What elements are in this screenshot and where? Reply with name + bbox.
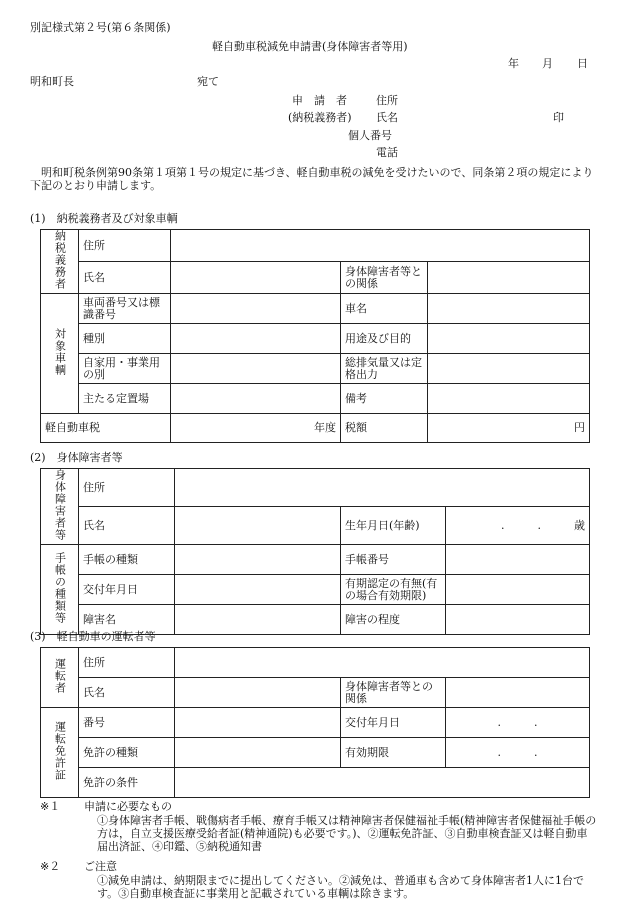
person-group-label: 身体障害者等 [41,469,79,545]
note1-mark: ※１ [40,800,61,813]
person-address-field[interactable] [175,469,590,507]
date-year: 年 [508,57,519,70]
birthdate-field[interactable]: . . 歳 [446,507,590,545]
addressee: 明和町長 [30,75,74,88]
vehicle-name-field[interactable] [428,294,590,324]
expiry-field[interactable]: . . [446,738,590,768]
intro-paragraph: 明和町税条例第90条第１項第１号の規定に基づき、軽自動車税の減免を受けたいので、同条第２項の規定により下記のとおり申請します。 [30,166,594,192]
driver-name-field[interactable] [175,678,341,708]
addressee-suffix: 宛て [197,75,219,88]
vehicle-purpose-label: 用途及び目的 [341,324,428,354]
form-number: 別記様式第２号(第６条関係) [30,21,171,34]
note2-title: ご注意 [84,860,117,873]
note1-title: 申請に必要なもの [84,800,172,813]
driver-name-label: 氏名 [79,678,175,708]
disabled-person-table [40,468,590,635]
vehicle-type-field[interactable] [171,324,341,354]
seal-mark: 印 [553,111,564,124]
light-tax-label: 軽自動車税 [41,414,171,443]
taxpayer-group-label: 納税義務者 [41,230,79,294]
private-business-field[interactable] [171,354,341,384]
validity-field[interactable] [446,575,590,605]
taxpayer-address-label: 住所 [79,230,171,262]
handbook-number-label: 手帳番号 [341,545,446,575]
handbook-group-label: 手帳の種類等 [41,545,79,635]
displacement-label: 総排気量又は定格出力 [341,354,428,384]
vehicle-type-label: 種別 [79,324,171,354]
license-group-label: 運転免許証 [41,708,79,798]
phone-label: 電話 [376,146,398,159]
taxpayer-name-label: 氏名 [79,262,171,294]
vehicle-purpose-field[interactable] [428,324,590,354]
license-issue-date-label: 交付年月日 [341,708,446,738]
license-number-field[interactable] [175,708,341,738]
taxpayer-name-field[interactable] [171,262,341,294]
driver-address-label: 住所 [79,648,175,678]
applicant-name-label: 氏名 [376,111,398,124]
personal-number-label: 個人番号 [348,129,392,142]
applicant-address-label: 住所 [376,94,398,107]
license-conditions-field[interactable] [175,768,590,798]
date-day: 日 [577,57,588,70]
section3-heading: (3) 軽自動車の運転者等 [30,630,156,643]
disability-name-field[interactable] [175,605,341,635]
license-issue-date-field[interactable]: . . [446,708,590,738]
note1-body: ①身体障害者手帳、戦傷病者手帳、療育手帳又は精神障害者保健福祉手帳(精神障害者保健福祉手帳の方は，自立支援医療受給者証(精神通院)も必要です。)、②運転免許証、③自動車検査証又は軽自動車届出済証、④印鑑、⑤納税通知書 [97,814,597,853]
form-title: 軽自動車税減免申請書(身体障害者等用) [212,40,408,53]
validity-label: 有期認定の有無(有の場合有効期限) [341,575,446,605]
taxpayer-vehicle-table [40,229,590,443]
private-business-label: 自家用・事業用の別 [79,354,171,384]
license-type-label: 免許の種類 [79,738,175,768]
driver-relation-field[interactable] [446,678,590,708]
driver-table [40,647,590,798]
location-field[interactable] [171,384,341,414]
handbook-type-field[interactable] [175,545,341,575]
vehicle-group-label: 対象車輌 [41,294,79,414]
note2-body: ①減免申請は、納期限までに提出してください。②減免は、普通車も含めて身体障害者1人に1台です。③自動車検査証に事業用と記載されている車輌は除きます。 [97,874,584,900]
date-month: 月 [542,57,553,70]
tax-amount-label: 税額 [341,414,428,443]
expiry-label: 有効期限 [341,738,446,768]
driver-group-label: 運転者 [41,648,79,708]
driver-relation-label: 身体障害者等との関係 [341,678,446,708]
section2-heading: (2) 身体障害者等 [30,451,123,464]
vehicle-number-label: 車両番号又は標識番号 [79,294,171,324]
handbook-type-label: 手帳の種類 [79,545,175,575]
section1-heading: (1) 納税義務者及び対象車輌 [30,212,178,225]
birthdate-label: 生年月日(年齢) [341,507,446,545]
issue-date-label: 交付年月日 [79,575,175,605]
vehicle-number-field[interactable] [171,294,341,324]
disability-degree-label: 障害の程度 [341,605,446,635]
taxpayer-address-field[interactable] [171,230,590,262]
applicant-label: 申 請 者 [292,94,347,107]
driver-address-field[interactable] [175,648,590,678]
disability-name-label: 障害名 [79,605,175,635]
note2-mark: ※２ [40,860,61,873]
remarks-label: 備考 [341,384,428,414]
handbook-number-field[interactable] [446,545,590,575]
displacement-field[interactable] [428,354,590,384]
location-label: 主たる定置場 [79,384,171,414]
taxpayer-relation-label: 身体障害者等との関係 [341,262,428,294]
person-name-field[interactable] [175,507,341,545]
tax-amount-field[interactable]: 円 [428,414,590,443]
vehicle-name-label: 車名 [341,294,428,324]
person-address-label: 住所 [79,469,175,507]
disability-degree-field[interactable] [446,605,590,635]
remarks-field[interactable] [428,384,590,414]
fiscal-year-field[interactable]: 年度 [171,414,341,443]
license-type-field[interactable] [175,738,341,768]
taxpayer-label: (納税義務者) [288,111,352,124]
license-number-label: 番号 [79,708,175,738]
issue-date-field[interactable] [175,575,341,605]
taxpayer-relation-field[interactable] [428,262,590,294]
license-conditions-label: 免許の条件 [79,768,175,798]
person-name-label: 氏名 [79,507,175,545]
